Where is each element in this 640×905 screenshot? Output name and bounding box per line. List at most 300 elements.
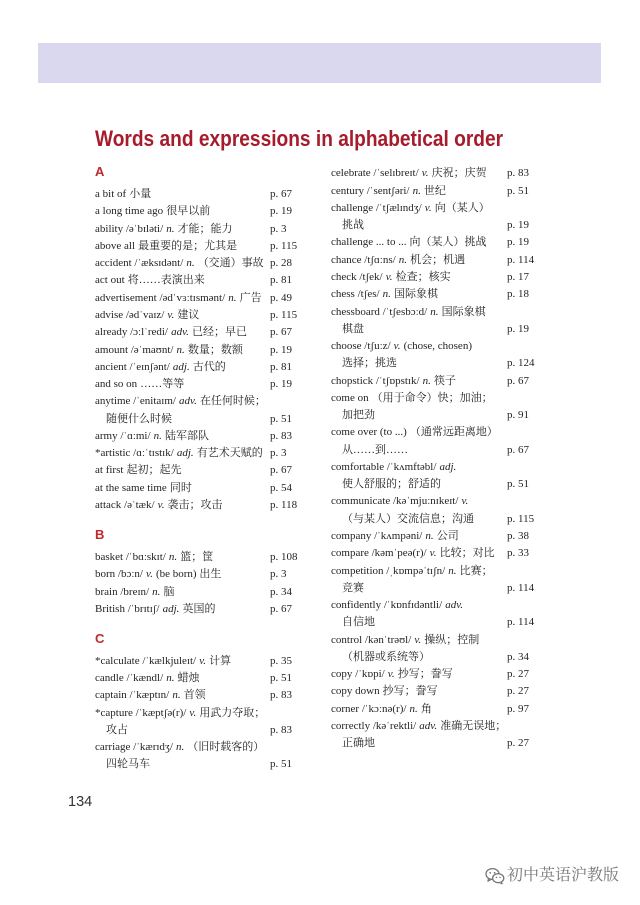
entry-line <box>95 359 310 376</box>
entry-line <box>95 480 310 497</box>
entry-definition: 比较；对比 <box>439 547 495 560</box>
glossary-entry <box>331 183 546 200</box>
entry-headword: *capture /ˈkæptʃə(r)/ <box>95 706 187 719</box>
entry-page-ref: p. 17 <box>507 270 529 283</box>
glossary-entry <box>95 584 310 601</box>
entry-text <box>331 373 507 390</box>
entry-text <box>331 165 507 182</box>
entry-headword: copy /ˈkɒpi/ <box>331 668 385 681</box>
entry-page-ref: p. 3 <box>270 568 287 581</box>
entry-page-ref: p. 83 <box>507 167 529 180</box>
entry-definition: 小量 <box>129 188 152 201</box>
entry-text <box>95 705 270 722</box>
glossary-entry <box>331 683 546 700</box>
entry-headword: company /ˈkʌmpəni/ <box>331 529 423 542</box>
entry-definition: ……等等 <box>140 378 185 391</box>
glossary-entry <box>95 601 310 618</box>
entry-page-ref: p. 114 <box>507 253 535 266</box>
entry-definition-continued: 棋盘 <box>342 322 364 335</box>
entry-line <box>331 493 546 510</box>
entry-part-of-speech: v. <box>385 270 393 283</box>
entry-headword: attack /əˈtæk/ <box>95 498 155 511</box>
entry-headword: a long time ago <box>95 205 164 218</box>
entry-definition-continued: 选择；挑选 <box>342 357 397 370</box>
entry-headword: confidently /ˈkɒnfɪdəntli/ <box>331 599 443 612</box>
entry-text <box>331 286 507 303</box>
entry-page-ref: p. 27 <box>507 668 529 681</box>
glossary-entry <box>331 666 546 683</box>
entry-part-of-speech: adv. <box>445 599 464 612</box>
entry-text <box>331 424 507 441</box>
entry-page-ref: p. 27 <box>507 685 529 698</box>
glossary-entry <box>331 632 546 667</box>
entry-part-of-speech: n. <box>168 550 178 563</box>
entry-headword: already /ɔːlˈredi/ <box>95 326 168 339</box>
entry-text <box>331 683 507 700</box>
entry-text <box>331 252 507 269</box>
entry-text <box>331 563 507 580</box>
entry-line-continued <box>331 217 546 234</box>
entry-text <box>331 304 507 321</box>
entry-line <box>95 393 310 410</box>
entry-page-ref: p. 3 <box>270 222 287 235</box>
entry-headword: army /ˈɑːmi/ <box>95 429 151 442</box>
entry-line <box>95 238 310 255</box>
glossary-left-column <box>95 163 310 773</box>
entry-page-ref: p. 115 <box>270 309 298 322</box>
entry-text <box>95 359 270 376</box>
entry-part-of-speech: n. <box>228 291 237 304</box>
entry-headword: British /ˈbrɪtɪʃ/ <box>95 602 160 615</box>
entry-part-of-speech: n. <box>175 741 185 754</box>
entry-text <box>95 342 270 359</box>
entry-line <box>95 203 310 220</box>
glossary-entry <box>95 255 310 272</box>
entry-text <box>95 480 270 497</box>
entry-line <box>331 165 546 182</box>
glossary-entry <box>331 390 546 425</box>
entry-page-ref: p. 97 <box>507 702 529 715</box>
entry-headword: correctly /kəˈrektli/ <box>331 719 417 732</box>
entry-line <box>331 373 546 390</box>
entry-line <box>95 342 310 359</box>
entry-line <box>331 390 546 407</box>
entry-definition: 数量；数额 <box>187 343 243 356</box>
entry-text <box>95 497 270 514</box>
entry-line <box>95 549 310 566</box>
entry-text <box>95 203 270 220</box>
glossary-entry <box>95 739 310 774</box>
entry-definition-continued: 攻占 <box>106 723 128 736</box>
glossary-entry <box>331 338 546 373</box>
entry-page-ref: p. 67 <box>507 374 529 387</box>
glossary-entry <box>331 718 546 753</box>
entry-definition-continued: 加把劲 <box>342 409 375 422</box>
entry-page-ref: p. 27 <box>507 737 529 750</box>
entry-part-of-speech: n. <box>153 429 162 442</box>
entry-page-ref: p. 51 <box>270 758 292 771</box>
entry-text <box>95 601 270 618</box>
glossary-entry <box>95 705 310 740</box>
glossary-entry <box>95 462 310 479</box>
entry-text <box>95 549 270 566</box>
entry-line <box>95 428 310 445</box>
entry-definition-continued: 自信地 <box>342 616 375 629</box>
entry-headword: act out <box>95 274 125 287</box>
entry-line <box>95 670 310 687</box>
header-band <box>38 43 601 83</box>
entry-line <box>95 307 310 324</box>
entry-definition: 首领 <box>183 689 206 702</box>
entry-line <box>331 304 546 321</box>
entry-page-ref: p. 67 <box>270 602 292 615</box>
entry-headword: compare /kəmˈpeə(r)/ <box>331 547 427 560</box>
entry-text <box>95 238 270 255</box>
entry-part-of-speech: v. <box>146 568 153 581</box>
entry-headword: at the same time <box>95 481 167 494</box>
entry-part-of-speech: adj. <box>162 602 180 615</box>
entry-definition: 古代的 <box>192 360 226 373</box>
entry-headword: anytime /ˈenitaɪm/ <box>95 395 176 408</box>
entry-part-of-speech: n. <box>166 222 175 235</box>
entry-definition: 角 <box>420 702 432 715</box>
entry-part-of-speech: v. <box>429 547 437 560</box>
page-title: Words and expressions in alphabetical order <box>95 126 504 151</box>
section-letter: C <box>95 631 105 647</box>
entry-definition: 陆军部队 <box>164 429 209 442</box>
entry-page-ref: p. 28 <box>270 257 292 270</box>
entry-text <box>95 186 270 203</box>
glossary-entry <box>95 445 310 462</box>
entry-definition: 蜡烛 <box>177 672 200 685</box>
entry-definition: (chose, chosen) <box>403 340 472 353</box>
entry-text <box>95 687 270 704</box>
entry-definition: 才能；能力 <box>177 222 233 235</box>
entry-part-of-speech: n. <box>430 305 439 318</box>
entry-definition: 向（某人） <box>434 201 490 214</box>
entry-page-ref: p. 54 <box>270 481 292 494</box>
entry-headword: basket /ˈbɑːskɪt/ <box>95 550 166 563</box>
entry-text <box>331 338 507 355</box>
entry-line-continued <box>95 411 310 428</box>
entry-definition: 检查；核实 <box>395 270 451 283</box>
entry-line <box>95 584 310 601</box>
entry-page-ref: p. 18 <box>507 288 529 301</box>
entry-headword: copy down <box>331 685 380 698</box>
entry-definition-continued: 随便什么时候 <box>106 412 172 425</box>
entry-text <box>331 493 507 510</box>
entry-part-of-speech: n. <box>409 702 418 715</box>
entry-text <box>95 653 270 670</box>
entry-page-ref: p. 124 <box>507 357 535 370</box>
entry-text <box>331 200 507 217</box>
entry-definition: （通常远距离地） <box>409 426 498 439</box>
entry-definition: 最重要的是；尤其是 <box>138 239 238 252</box>
entry-page-ref: p. 19 <box>507 322 529 335</box>
entry-definition-continued: 使人舒服的；舒适的 <box>342 478 441 491</box>
entry-definition: 世纪 <box>423 184 446 197</box>
entry-text <box>331 269 507 286</box>
entry-page-ref: p. 51 <box>270 412 292 425</box>
entry-definition: 抄写；誊写 <box>382 685 438 698</box>
entry-definition: 同时 <box>169 481 192 494</box>
entry-page-ref: p. 114 <box>507 616 535 629</box>
entry-headword: captain /ˈkæptɪn/ <box>95 689 170 702</box>
entry-definition: 用武力夺取； <box>199 706 266 719</box>
entry-line <box>331 563 546 580</box>
entry-definition-continued: 正确地 <box>342 737 375 750</box>
glossary-entry <box>331 545 546 562</box>
entry-line <box>95 705 310 722</box>
entry-line <box>95 653 310 670</box>
entry-headword: celebrate /ˈselɪbreɪt/ <box>331 167 419 180</box>
entry-part-of-speech: v. <box>167 309 175 322</box>
entry-line-continued <box>95 722 310 739</box>
entry-definition: 机会；机遇 <box>410 253 466 266</box>
entry-line <box>95 376 310 393</box>
entry-definition: 在任何时候； <box>199 395 266 408</box>
entry-text <box>95 670 270 687</box>
entry-part-of-speech: v. <box>461 495 469 508</box>
entry-part-of-speech: n. <box>166 672 175 685</box>
entry-line <box>95 445 310 462</box>
entry-definition: （交通）事故 <box>197 257 264 270</box>
entry-line <box>331 286 546 303</box>
entry-headword: chessboard /ˈtʃesbɔːd/ <box>331 305 428 318</box>
entry-text <box>331 666 507 683</box>
entry-part-of-speech: n. <box>412 184 421 197</box>
glossary-entry <box>331 424 546 459</box>
glossary-entry <box>331 269 546 286</box>
glossary-entry <box>95 342 310 359</box>
entry-line-continued <box>331 511 546 528</box>
entry-page-ref: p. 3 <box>270 447 287 460</box>
glossary-entry <box>95 428 310 445</box>
entry-page-ref: p. 83 <box>270 723 292 736</box>
entry-text <box>331 459 507 476</box>
entry-line <box>95 272 310 289</box>
entry-headword: brain /breɪn/ <box>95 585 150 598</box>
entry-page-ref: p. 19 <box>270 205 292 218</box>
glossary-entry <box>95 480 310 497</box>
glossary-entry <box>95 238 310 255</box>
entry-text <box>95 462 270 479</box>
entry-part-of-speech: v. <box>421 167 429 180</box>
entry-headword: challenge ... to ... <box>331 236 407 249</box>
entry-definition-continued: （机器或系统等） <box>342 650 430 663</box>
entry-part-of-speech: v. <box>199 654 207 667</box>
entry-text <box>331 597 507 614</box>
entry-page-ref: p. 33 <box>507 547 529 560</box>
entry-page-ref: p. 114 <box>507 581 535 594</box>
entry-page-ref: p. 38 <box>507 529 529 542</box>
entry-headword: above all <box>95 239 136 252</box>
entry-line-continued <box>95 756 310 773</box>
entry-line-continued <box>331 355 546 372</box>
glossary-entry <box>95 670 310 687</box>
entry-page-ref: p. 83 <box>270 689 292 702</box>
entry-definition: 袭击；攻击 <box>167 498 223 511</box>
entry-line <box>331 718 546 735</box>
entry-text <box>95 584 270 601</box>
glossary-entry <box>95 290 310 307</box>
entry-page-ref: p. 108 <box>270 550 298 563</box>
entry-line <box>331 234 546 251</box>
entry-headword: carriage /ˈkærɪdʒ/ <box>95 741 173 754</box>
entry-headword: born /bɔːn/ <box>95 568 143 581</box>
entry-line-continued <box>331 407 546 424</box>
entry-page-ref: p. 118 <box>270 498 298 511</box>
entry-definition: 计算 <box>209 654 232 667</box>
entry-text <box>95 221 270 238</box>
glossary-entry <box>95 549 310 566</box>
glossary-right-column <box>331 165 546 752</box>
entry-definition-continued: 四轮马车 <box>106 758 150 771</box>
entry-part-of-speech: n. <box>152 585 161 598</box>
entry-text <box>331 183 507 200</box>
entry-part-of-speech: n. <box>425 529 434 542</box>
glossary-entry <box>95 687 310 704</box>
entry-headword: come on <box>331 391 369 404</box>
entry-text <box>95 290 270 307</box>
entry-part-of-speech: n. <box>186 257 195 270</box>
entry-headword: chance /tʃɑːns/ <box>331 253 396 266</box>
entry-line <box>331 424 546 441</box>
entry-page-ref: p. 19 <box>507 236 529 249</box>
entry-headword: and so on <box>95 378 138 391</box>
entry-headword: at first <box>95 464 124 477</box>
entry-definition: 筷子 <box>433 374 456 387</box>
entry-text <box>95 255 270 272</box>
entry-line-continued <box>331 614 546 631</box>
glossary-entry <box>331 200 546 235</box>
entry-text <box>331 632 507 649</box>
entry-part-of-speech: adv. <box>179 395 197 408</box>
entry-page-ref: p. 67 <box>507 443 529 456</box>
glossary-entry <box>331 304 546 339</box>
glossary-entry <box>95 376 310 393</box>
entry-line <box>95 687 310 704</box>
entry-text <box>95 307 270 324</box>
entry-page-ref: p. 19 <box>270 343 292 356</box>
entry-line-continued <box>331 649 546 666</box>
entry-headword: advise /ədˈvaɪz/ <box>95 309 165 322</box>
watermark <box>485 865 619 887</box>
entry-headword: ancient /ˈeɪnʃənt/ <box>95 360 170 373</box>
entry-line <box>331 701 546 718</box>
glossary-entry <box>331 286 546 303</box>
entry-page-ref: p. 34 <box>270 585 292 598</box>
entry-text <box>95 272 270 289</box>
entry-definition: (be born) 出生 <box>155 568 222 581</box>
entry-page-ref: p. 49 <box>270 291 292 304</box>
entry-text <box>331 718 507 735</box>
entry-part-of-speech: n. <box>398 253 408 266</box>
entry-definition: 广告 <box>239 291 262 304</box>
entry-definition: 准确无误地； <box>440 719 507 732</box>
entry-definition-continued: 挑战 <box>342 219 364 232</box>
entry-definition: 很早以前 <box>166 205 211 218</box>
glossary-entry <box>331 252 546 269</box>
glossary-entry <box>331 528 546 545</box>
entry-page-ref: p. 34 <box>507 650 529 663</box>
glossary-entry <box>95 497 310 514</box>
entry-text <box>331 390 507 407</box>
entry-definition: 建议 <box>177 309 200 322</box>
glossary-entry <box>95 566 310 583</box>
entry-line-continued <box>331 476 546 493</box>
section-letter: B <box>95 527 105 543</box>
entry-part-of-speech: adj. <box>439 460 457 473</box>
entry-headword: chess /tʃes/ <box>331 288 380 301</box>
entry-line <box>95 324 310 341</box>
entry-line <box>331 597 546 614</box>
entry-line <box>95 566 310 583</box>
entry-definition: 向（某人）挑战 <box>409 236 487 249</box>
entry-headword: comfortable /ˈkʌmftəbl/ <box>331 460 437 473</box>
letter-section <box>95 630 310 774</box>
entry-definition: 比赛； <box>459 564 493 577</box>
entry-page-ref: p. 51 <box>507 478 529 491</box>
entry-headword: control /kənˈtrəʊl/ <box>331 633 412 646</box>
glossary-entry <box>95 186 310 203</box>
entry-part-of-speech: v. <box>387 668 395 681</box>
entry-headword: *calculate /ˈkælkjuleɪt/ <box>95 654 197 667</box>
entry-part-of-speech: adj. <box>176 447 194 460</box>
glossary-entry <box>331 373 546 390</box>
entry-headword: communicate /kəˈmjuːnɪkeɪt/ <box>331 495 459 508</box>
entry-part-of-speech: v. <box>189 706 197 719</box>
entry-definition: 将……表演出来 <box>127 274 205 287</box>
glossary-entry <box>331 459 546 494</box>
entry-headword: advertisement /ədˈvɜːtɪsmənt/ <box>95 291 226 304</box>
entry-part-of-speech: v. <box>424 201 432 214</box>
entry-definition: 庆祝；庆贺 <box>431 167 487 180</box>
entry-text <box>331 234 507 251</box>
entry-headword: chopstick /ˈtʃɒpstɪk/ <box>331 374 420 387</box>
watermark-text: 初中英语沪教版 <box>507 867 620 884</box>
entry-line <box>331 269 546 286</box>
entry-part-of-speech: n. <box>382 288 391 301</box>
entry-part-of-speech: n. <box>448 564 457 577</box>
entry-part-of-speech: adv. <box>419 719 438 732</box>
entry-page-ref: p. 115 <box>270 239 298 252</box>
glossary-entry <box>95 203 310 220</box>
entry-page-ref: p. 81 <box>270 360 292 373</box>
entry-page-ref: p. 51 <box>270 672 292 685</box>
glossary-entry <box>95 653 310 670</box>
entry-definition: 抄写；誊写 <box>397 668 453 681</box>
entry-text <box>95 445 270 462</box>
entry-page-ref: p. 81 <box>270 274 292 287</box>
entry-definition: （用于命令）快；加油； <box>371 391 493 404</box>
entry-definition: 起初；起先 <box>126 464 182 477</box>
glossary-entry <box>95 221 310 238</box>
entry-part-of-speech: v. <box>414 633 422 646</box>
letter-section <box>95 163 310 514</box>
entry-text <box>95 428 270 445</box>
entry-line <box>95 739 310 756</box>
entry-headword: accident /ˈæksɪdənt/ <box>95 257 184 270</box>
entry-headword: choose /tʃuːz/ <box>331 340 391 353</box>
entry-headword: *artistic /ɑːˈtɪstɪk/ <box>95 447 174 460</box>
entry-text <box>331 528 507 545</box>
glossary-entry <box>331 701 546 718</box>
entry-definition: 已经；早已 <box>191 326 247 339</box>
entry-page-ref: p. 67 <box>270 464 292 477</box>
glossary-entry <box>331 165 546 182</box>
glossary-entry <box>95 272 310 289</box>
